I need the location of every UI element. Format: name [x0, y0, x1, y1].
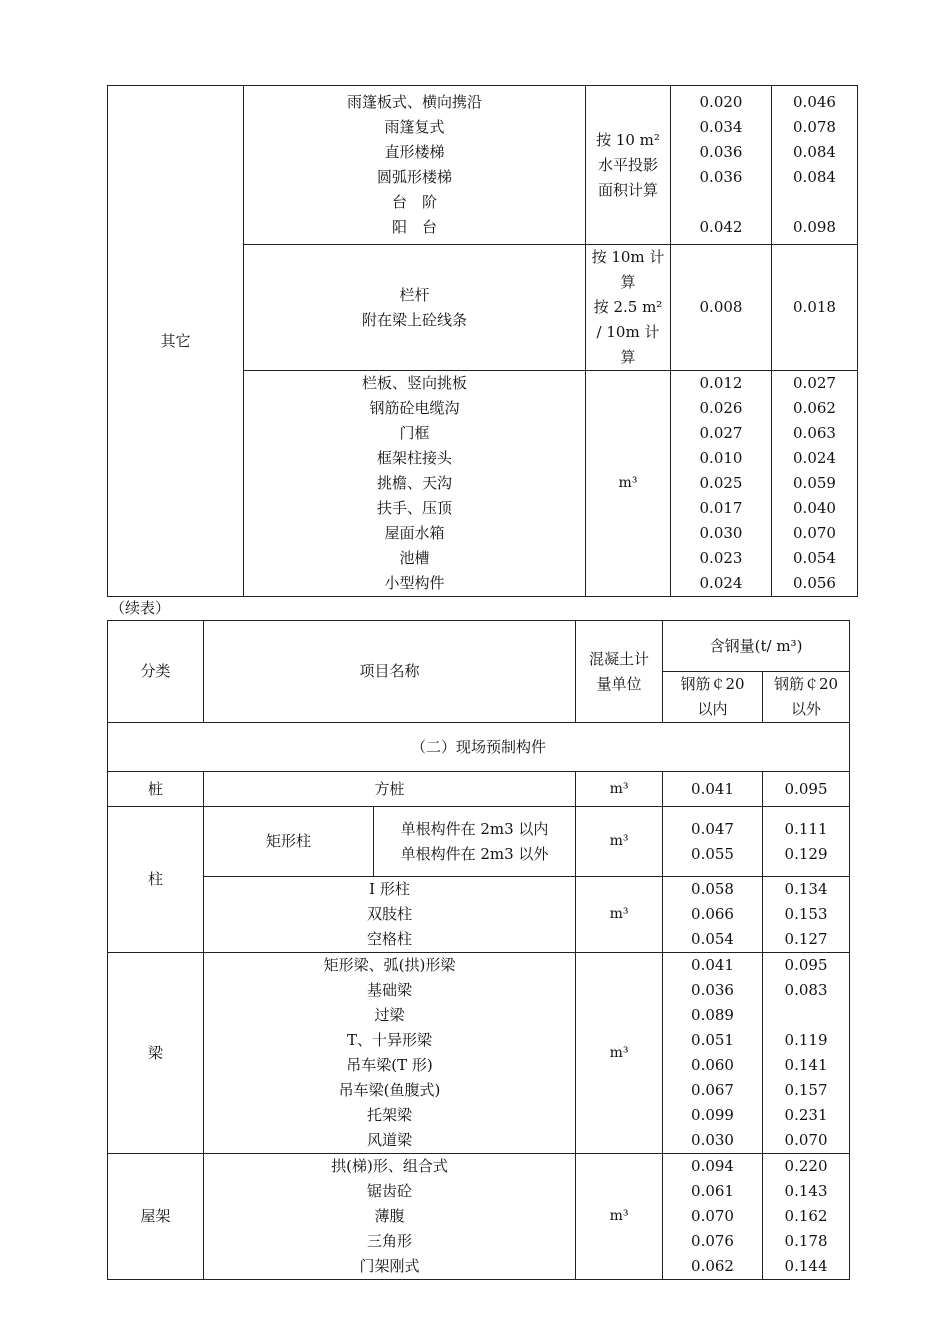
table-row — [108, 877, 850, 953]
header-out20: 钢筋￠20 以外 — [763, 672, 850, 723]
steel-out20-values: 0.095 0.083 0.119 0.141 0.157 0.231 0.070 — [763, 953, 850, 1154]
section-row — [108, 723, 850, 772]
header-unit: 混凝土计 量单位 — [576, 621, 663, 723]
unit-cell: m³ — [586, 371, 671, 597]
header-category: 分类 — [108, 621, 204, 723]
unit-cell: 按 10m 计 算 按 2.5 m² / 10m 计 算 — [586, 245, 671, 371]
table-row — [108, 86, 858, 245]
table-row — [108, 1154, 850, 1280]
category-cell: 其它 — [108, 86, 244, 597]
category-cell: 桩 — [108, 772, 204, 807]
item-names: 拱(梯)形、组合式 锯齿砼 薄腹 三角形 门架刚式 — [204, 1154, 576, 1280]
item-names: 栏杆 附在梁上砼线条 — [244, 245, 586, 371]
item-names: 栏板、竖向挑板 钢筋砼电缆沟 门框 框架柱接头 挑檐、天沟 扶手、压顶 屋面水箱 池槽 小型构件 — [244, 371, 586, 597]
steel-out20-values: 0.046 0.078 0.084 0.084 0.098 — [772, 86, 858, 245]
steel-in20-values: 0.020 0.034 0.036 0.036 0.042 — [671, 86, 772, 245]
category-cell: 梁 — [108, 953, 204, 1154]
table-row — [108, 953, 850, 1154]
table-other-items — [107, 85, 858, 597]
steel-out20-value: 0.095 — [763, 772, 850, 807]
unit-cell: 按 10 m² 水平投影 面积计算 — [586, 86, 671, 245]
steel-out20-values: 0.027 0.062 0.063 0.024 0.059 0.040 0.070 0.054 0.056 — [772, 371, 858, 597]
unit-cell: m³ — [576, 1154, 663, 1280]
item-names: 矩形梁、弧(拱)形梁 基础梁 过梁 T、十异形梁 吊车梁(T 形) 吊车梁(鱼腹式) 托架梁 风道梁 — [204, 953, 576, 1154]
header-steel: 含钢量(t/ m³) — [663, 621, 850, 672]
steel-in20-values: 0.058 0.066 0.054 — [663, 877, 763, 953]
table-row — [108, 807, 850, 877]
table-caption: （续表） — [110, 599, 171, 617]
steel-out20-values: 0.220 0.143 0.162 0.178 0.144 — [763, 1154, 850, 1280]
unit-cell: m³ — [576, 953, 663, 1154]
category-cell: 柱 — [108, 807, 204, 953]
item-names: 雨篷板式、横向携沿 雨篷复式 直形楼梯 圆弧形楼梯 台 阶 阳 台 — [244, 86, 586, 245]
steel-in20-values: 0.047 0.055 — [663, 807, 763, 877]
table-precast-components — [107, 620, 850, 1280]
subcategory-cell: 矩形柱 — [204, 807, 374, 877]
unit-cell: m³ — [576, 877, 663, 953]
steel-in20-values: 0.041 0.036 0.089 0.051 0.060 0.067 0.099 0.030 — [663, 953, 763, 1154]
unit-cell: m³ — [576, 807, 663, 877]
item-names: I 形柱 双肢柱 空格柱 — [204, 877, 576, 953]
item-names: 单根构件在 2m3 以内 单根构件在 2m3 以外 — [374, 807, 576, 877]
steel-in20-value: 0.008 — [671, 245, 772, 371]
header-name: 项目名称 — [204, 621, 576, 723]
item-name: 方桩 — [204, 772, 576, 807]
header-in20: 钢筋￠20 以内 — [663, 672, 763, 723]
steel-out20-value: 0.018 — [772, 245, 858, 371]
steel-in20-value: 0.041 — [663, 772, 763, 807]
steel-in20-values: 0.094 0.061 0.070 0.076 0.062 — [663, 1154, 763, 1280]
section-title: （二）现场预制构件 — [108, 723, 850, 772]
steel-out20-values: 0.134 0.153 0.127 — [763, 877, 850, 953]
unit-cell: m³ — [576, 772, 663, 807]
header-row — [108, 621, 850, 672]
steel-out20-values: 0.111 0.129 — [763, 807, 850, 877]
steel-in20-values: 0.012 0.026 0.027 0.010 0.025 0.017 0.030 0.023 0.024 — [671, 371, 772, 597]
category-cell: 屋架 — [108, 1154, 204, 1280]
table-row — [108, 772, 850, 807]
